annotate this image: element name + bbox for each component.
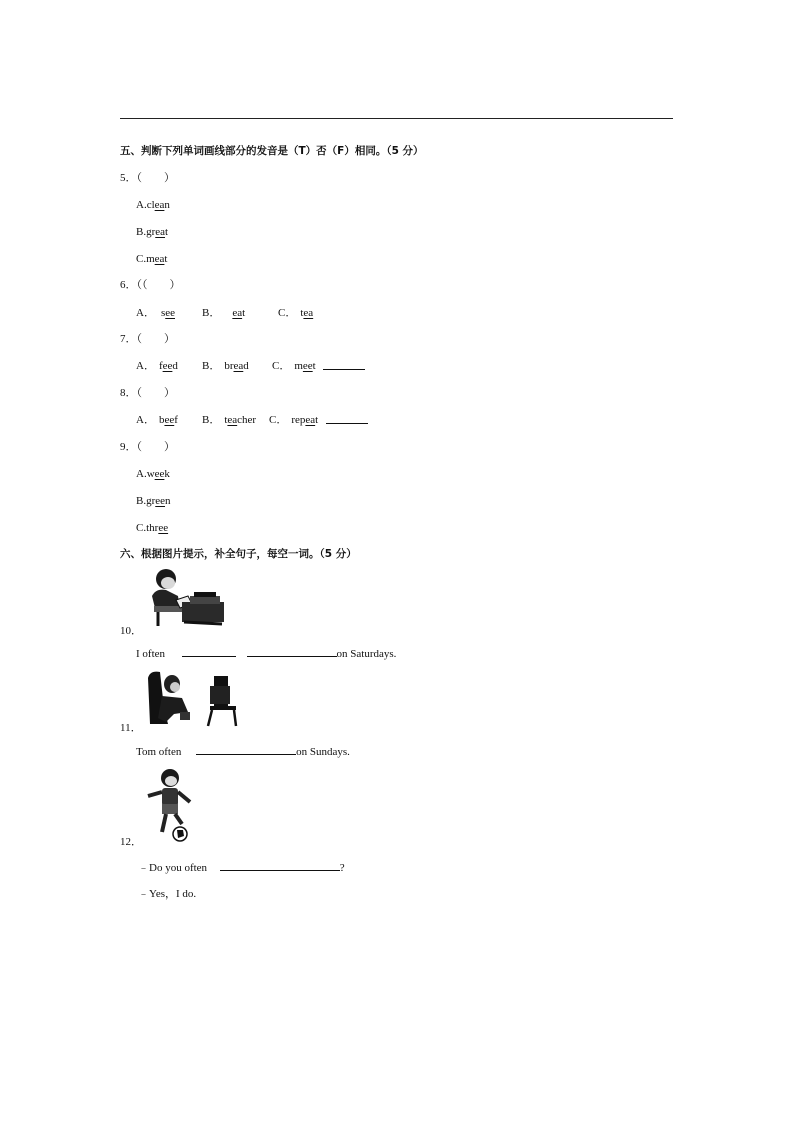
- question-7-number: 7．（ ）: [120, 333, 175, 345]
- q9-option-a: A.week: [136, 468, 170, 480]
- q6-option-a: A． see: [136, 307, 175, 319]
- question-9-number: 9．（ ）: [120, 441, 175, 453]
- q9-option-c: C.three: [136, 522, 169, 534]
- question-11-number: 11．: [120, 722, 142, 734]
- q12-question-line: ﹣Do you often ?: [138, 862, 345, 874]
- question-5-number: 5．（ ）: [120, 172, 175, 184]
- q11-sentence: Tom often on Sundays.: [136, 746, 350, 758]
- section-5-title: 五、判断下列单词画线部分的发音是（T）否（F）相同。（5 分）: [120, 145, 424, 157]
- boy-playing-football-picture: [142, 766, 198, 844]
- q10-blank-2[interactable]: [247, 646, 337, 657]
- q5-option-b: B.great: [136, 226, 169, 238]
- header-rule: [120, 118, 673, 119]
- q12-blank[interactable]: [220, 860, 340, 871]
- q8-option-b: B． teacher: [202, 414, 257, 426]
- q7-answer-blank[interactable]: [323, 359, 365, 374]
- boy-watching-tv-picture: [144, 668, 238, 730]
- q8-option-c: C． repeat: [269, 414, 319, 426]
- q12-answer-line: ﹣Yes，I do.: [138, 888, 197, 900]
- q6-option-c: C． tea: [278, 307, 314, 319]
- q10-sentence: I often on Saturdays.: [136, 648, 397, 660]
- q7-option-a: A． feed: [136, 360, 178, 372]
- boy-reading-picture: [144, 566, 226, 628]
- q7-option-c: C． meet: [272, 360, 316, 372]
- q8-answer-blank[interactable]: [326, 413, 368, 428]
- question-8-number: 8．（ ）: [120, 387, 175, 399]
- q11-blank[interactable]: [196, 744, 296, 755]
- question-10-number: 10．: [120, 625, 142, 637]
- q5-option-c: C.meat: [136, 253, 168, 265]
- q8-option-a: A． beef: [136, 414, 178, 426]
- q5-option-a: A.clean: [136, 199, 170, 211]
- question-12-number: 12．: [120, 836, 142, 848]
- question-6-number: 6．（（ ）: [120, 279, 181, 291]
- q7-option-b: B． bread: [202, 360, 249, 372]
- section-6-title: 六、根据图片提示，补全句子，每空一词。（5 分）: [120, 548, 357, 560]
- q6-option-b: B． eat: [202, 307, 246, 319]
- q9-option-b: B.green: [136, 495, 171, 507]
- q10-blank-1[interactable]: [182, 646, 236, 657]
